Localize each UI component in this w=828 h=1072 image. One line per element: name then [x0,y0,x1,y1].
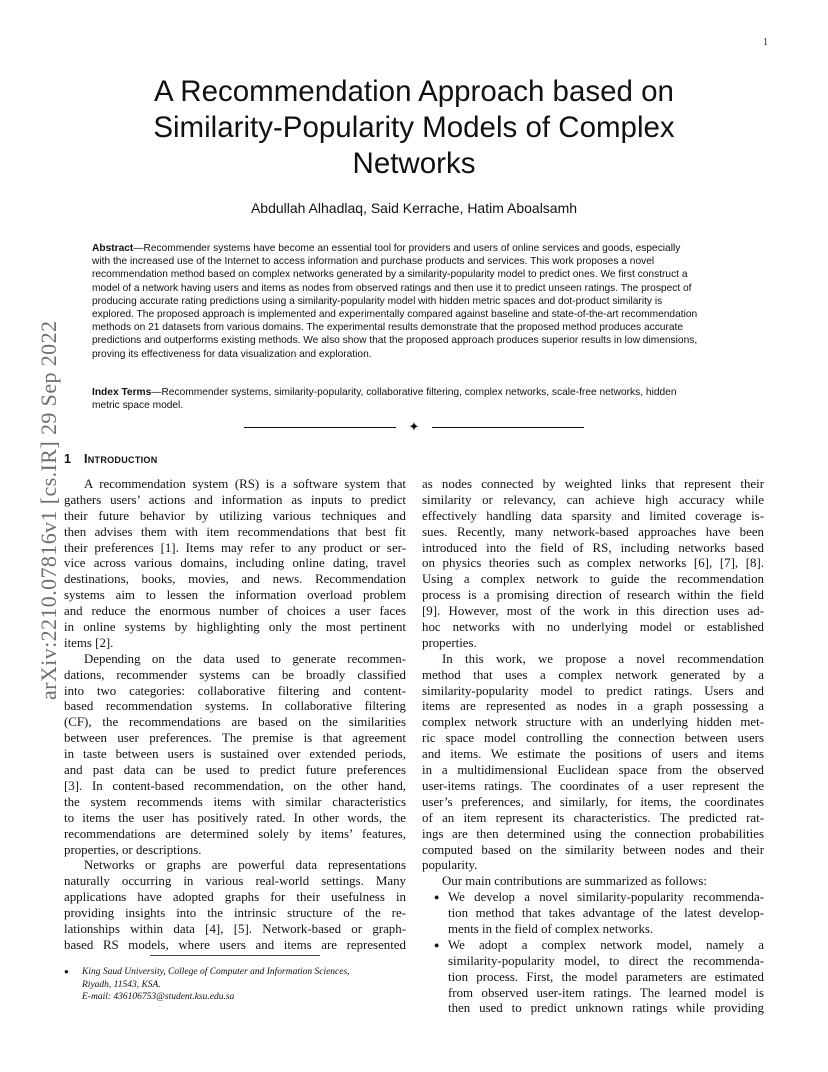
section-separator [244,420,584,434]
right-text-column [422,477,764,1017]
section-heading-introduction [64,452,158,466]
body-text-line: similarity or relevancy, can achieve high accuracy while [422,492,764,507]
body-text-line: into two categories: collaborative filtering and content- [64,683,406,698]
body-text-line: to items the user has positively rated. In other words, the [64,810,406,825]
body-text-line: [9]. However, most of the work in this direction uses ad- [422,604,764,619]
abstract-line: proving its effectiveness for data visualization and exploration. [92,348,372,360]
body-text-line: A recommendation system (RS) is a software system that [84,477,406,491]
separator-rule-right [432,427,584,428]
abstract-line: methods on 21 datasets from various domains. The experimental results demonstrate that the proposed method produces accurate [92,322,684,334]
body-text-line: their preferences [1]. Items may refer to any product or ser- [64,540,406,555]
body-text-line: applications have adopted graphs for their usefulness in [64,890,406,905]
index-terms-line [92,386,738,399]
body-text-line: items [2]. [64,635,114,650]
body-text-line: of an item represent its characteristics. The predicted rat- [422,810,764,825]
body-text-line: their future behavior by utilizing various techniques and [64,508,406,523]
body-text-line: similarity-popularity model to predict ratings. Users and [422,683,764,698]
body-text-line: the system recommends items with similar characteristics [64,794,406,809]
body-text-line: (CF), the recommendations are based on the similarities [64,715,406,730]
index-terms-label: Index Terms [92,387,152,398]
body-text-line: In this work, we propose a novel recommendation [442,651,764,666]
body-text-line: between user preferences. The premise is that agreement [64,731,406,746]
body-text-line: destinations, books, movies, and news. Recommendation [64,572,406,587]
body-text-line: hoc networks with no underlying model or established [422,620,764,635]
body-text-line: sues. Recently, many network-based approaches have been [422,524,764,539]
body-text-line: user’s preferences, and similarly, for items, the coordinates [422,794,764,809]
body-text-line: similarity-popularity model, to direct the recommenda- [448,953,764,968]
section-number: 1 [64,452,71,466]
body-text-line: from observed user-item ratings. The learned model is [448,985,764,1000]
body-text-line: then advises them with item recommendations that best fit [64,524,406,539]
body-text-line: recommendations are determined solely by items’ features, [64,826,406,841]
body-text-line: then used to predict unknown ratings while providing [448,1001,764,1016]
body-text-line: Networks or graphs are powerful data representations [84,858,406,873]
title-line: Networks [352,147,476,180]
body-text-line: user-items ratings. The coordinates of a user represent the [422,778,764,793]
body-text-line: lationships within data [4], [5]. Network-based or graph- [64,921,406,936]
body-text-line: introduced into the field of RS, including networks based [422,540,764,555]
body-text-line: Depending on the data used to generate recommen- [84,651,406,666]
body-text-line: in taste between users is sustained over extended periods, [64,747,406,762]
body-text-line: tion process. First, the model parameters are estimated [448,969,764,984]
body-text-line: effectively handling data sparsity and limited coverage is- [422,508,764,523]
abstract-line: predictions and outperforms existing methods. We also show that the proposed approach produces superior results in low dimensions, [92,335,698,347]
footnote-affiliation [64,966,406,1004]
body-text-line: [3]. In content-based recommendation, on the other hand, [64,778,406,793]
paper-title [90,74,738,182]
body-text-line: based RS models, where users and items are represented [64,937,406,952]
body-text-line: gathers users’ actions and information as inputs to predict [64,492,406,507]
bullet-dot-icon: ● [434,892,440,903]
index-terms-line: metric space model. [92,400,184,412]
body-text-line: Using a complex network to guide the recommendation [422,572,764,587]
author-list: Abdullah Alhadlaq, Said Kerrache, Hatim Aboalsamh [250,200,578,216]
body-text-line: on physics theories such as complex networks [6], [7], [8]. [422,556,764,571]
title-line: Similarity-Popularity Models of Complex [153,111,675,144]
footnote-line: Riyadh, 11543, KSA. [82,979,161,990]
footnote-rule [150,955,320,956]
body-text-line: properties, or descriptions. [64,842,202,857]
title-line: A Recommendation Approach based on [154,75,674,108]
index-terms-text: —Recommender systems, similarity-popularity, collaborative filtering, complex networks, scale-free networks, hidden [151,387,677,398]
diamond-ornament-icon: ✦ [408,419,420,434]
body-text-line: computed based on the similarity between nodes and their [422,842,764,857]
section-title: Introduction [83,452,158,466]
body-text-line: vice across various domains, including online dating, travel [64,556,406,571]
bullet-text: We develop a novel similarity-popularity recommenda- [448,890,764,905]
body-text-line: in a multidimensional Euclidean space from the observed [422,763,764,778]
body-text-line: complex network structure with an underlying hidden met- [422,715,764,730]
footnote-line: E-mail: 436106753@student.ksu.edu.sa [82,992,235,1002]
body-text-line: popularity. [422,858,478,873]
body-text-line: ments in the field of complex networks. [448,921,654,936]
bullet-dot-icon: ● [434,939,440,950]
abstract-text: —Recommender systems have become an essential tool for providers and users of online services and goods, especially [133,243,681,254]
footnote-bullet-icon: ● [64,967,69,976]
body-text-line: and past data can be used to predict future preferences [64,763,406,778]
abstract-line: model of a network having users and items as nodes from observed ratings and then use it to predict unseen ratings. The prospect of [92,282,692,294]
abstract [92,242,738,361]
footnote-line: King Saud University, College of Computer and Information Sciences, [82,967,350,977]
abstract-label: Abstract [92,243,134,254]
abstract-line: with the increased use of the Internet to access information and purchase products and services. This work proposes a novel [92,256,655,268]
body-text-line: items are represented as nodes in a graph possessing a [422,699,764,714]
body-text-line: properties. [422,635,477,650]
arxiv-identifier-stamp: arXiv:2210.07816v1 [cs.IR] 29 Sep 2022 [36,320,61,700]
body-text-line: based recommendation systems. In collaborative filtering [64,699,406,714]
bullet-text: We adopt a complex network model, namely a [448,937,764,952]
body-text-line: and reduce the enormous number of choices a user faces [64,604,406,619]
page-number: 1 [763,37,768,48]
contribution-bullet-item [422,938,764,954]
body-text-line: as nodes connected by weighted links that represent their [422,477,764,491]
body-text-line: process is a promising direction of research within the field [422,588,764,603]
body-text-line: naturally occurring in various real-world settings. Many [64,874,406,889]
separator-rule-left [244,427,396,428]
body-text-line: in online systems by highlighting only the most pertinent [64,620,406,635]
left-text-column [64,477,406,954]
body-text-line: systems aim to lessen the information overload problem [64,588,406,603]
index-terms [92,386,738,412]
body-text-line: tion method that takes advantage of the latest develop- [448,906,764,921]
body-text-line: and items. We estimate the positions of users and items [422,747,764,762]
abstract-line: producing accurate rating predictions using a similarity-popularity model with hidden metric spaces and dot-product similarity is [92,295,663,307]
body-text-line: Our main contributions are summarized as follows: [442,874,707,889]
body-text-line: method that uses a complex network generated by a [422,667,764,682]
abstract-line: explored. The proposed approach is implemented and experimentally compared against baseline and state-of-the-art recommendation [92,309,698,321]
contribution-bullet-item [422,890,764,906]
abstract-line [92,242,738,255]
body-text-line: ings are then determined using the connection probabilities [422,826,764,841]
body-text-line: ric space model controlling the connection between users [422,731,764,746]
body-text-line: dations, recommender systems can be broadly classified [64,667,406,682]
body-text-line: providing insights into the intrinsic structure of the re- [64,906,406,921]
abstract-line: recommendation method based on complex networks generated by a similarity-popularity model to predict ones. We first construct a [92,269,688,281]
